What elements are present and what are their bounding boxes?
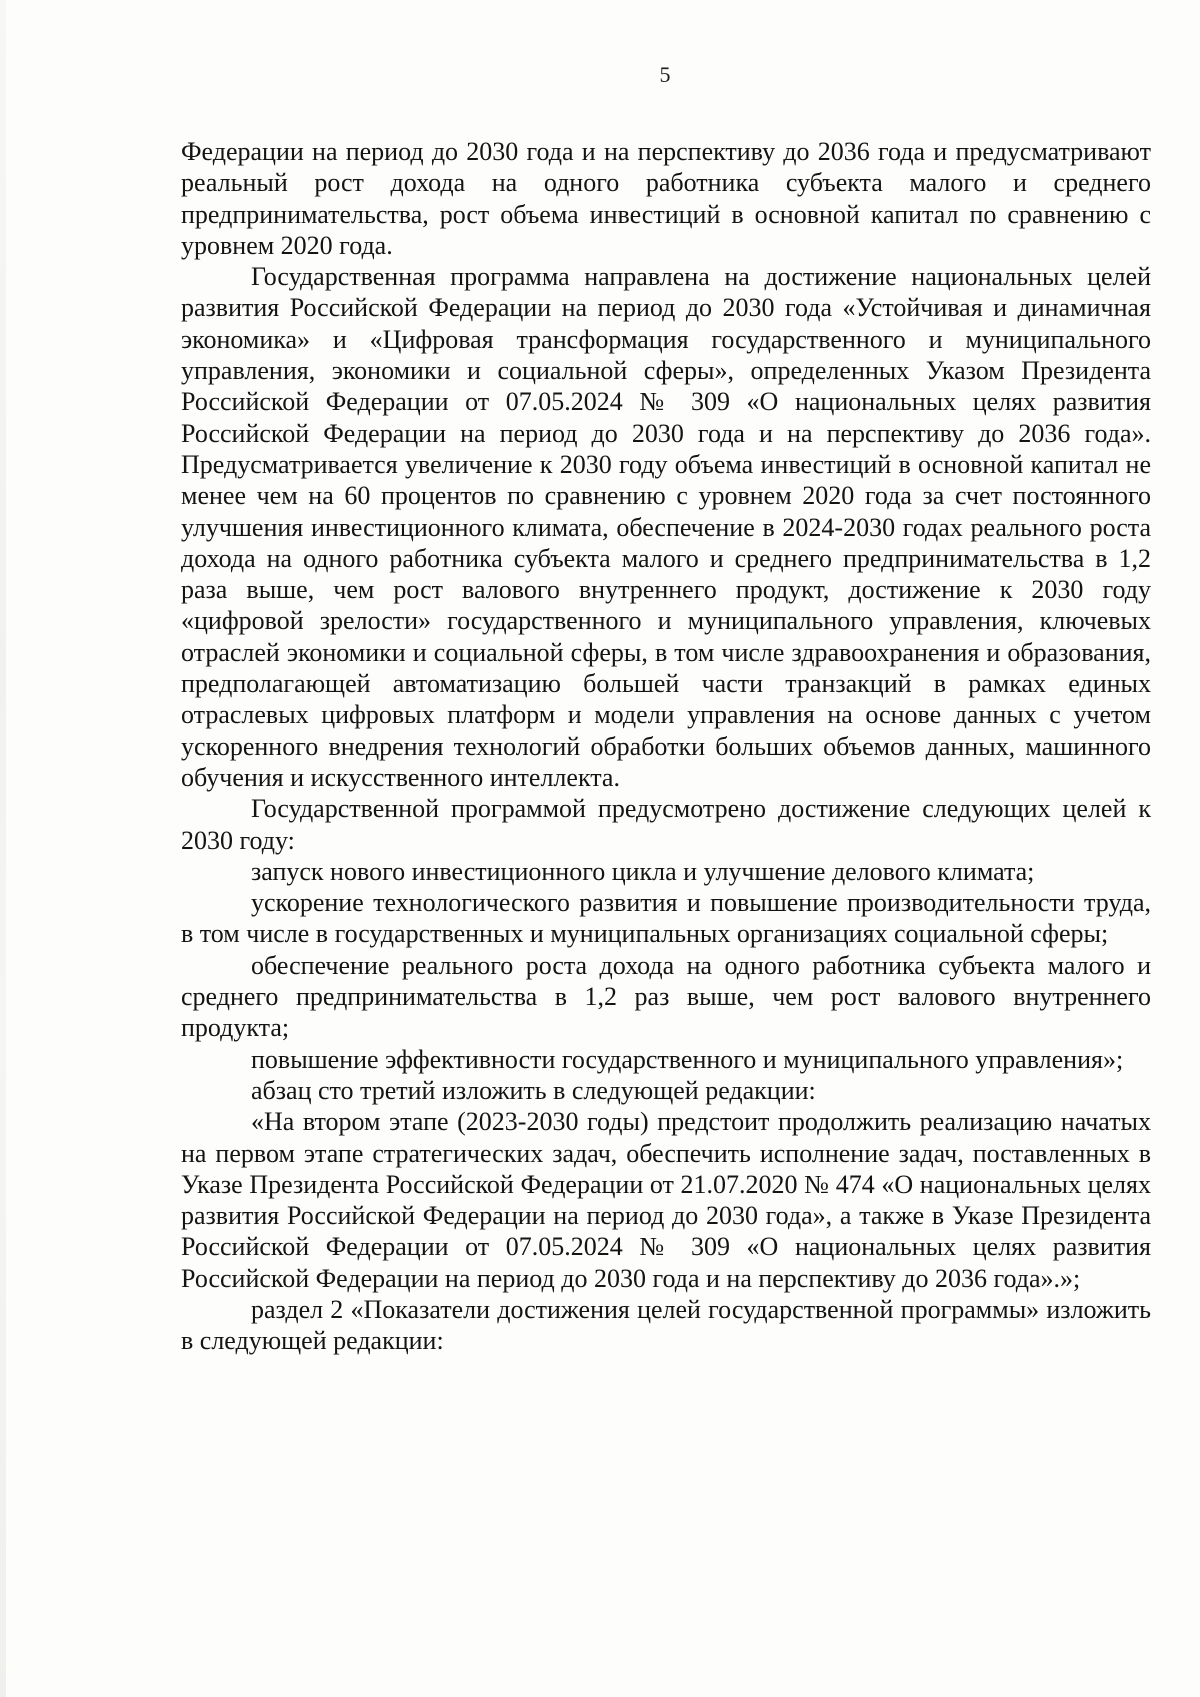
list-item-governance: повышение эффективности государственного и муниципального управления»; <box>251 1044 1124 1074</box>
paragraph-continuation: Федерации на период до 2030 года и на перспективу до 2036 года и предусматривают реальный рост дохода на одного работника субъекта малого и среднего предпринимательства, рост объема инвестиций в основной капитал по сравнению с уровнем 2020 года. <box>181 137 1151 260</box>
list-item-income: обеспечение реального роста дохода на одного работника субъекта малого и среднего предпринимательства в 1,2 раз выше, чем рост валового внутреннего продукта; <box>181 950 1151 1043</box>
paragraph-second-stage: «На втором этапе (2023-2030 годы) предстоит продолжить реализацию начатых на первом этапе стратегических задач, обеспечить исполнение задач, поставленных в Указе Президента Российской Федерации от 21.07.2020 № 474 «О национальных целях развития Российской Федерации на период до 2030 года», а также в Указе Президента Российской Федерации от 07.05.2024 № 309 «О национальных целях развития Российской Федерации на период до 2030 года и на перспективу до 2036 года».»; <box>181 1107 1151 1293</box>
scan-edge <box>0 0 6 1697</box>
paragraph-program-goals: Государственная программа направлена на достижение национальных целей развития Российской Федерации на период до 2030 года «Устойчивая и динамичная экономика» и «Цифровая трансформация государственного и муниципального управления, экономики и социальной сферы», определенных Указом Президента Российской Федерации от 07.05.2024 № 309 «О национальных целях развития Российской Федерации на период до 2030 года и на перспективу до 2036 года». Предусматривается увеличение к 2030 году объема инвестиций в основной капитал не менее чем на 60 процентов по сравнению с уровнем 2020 года за счет постоянного улучшения инвестиционного климата, обеспечение в 2024-2030 годах реального роста дохода на одного работника субъекта малого и среднего предпринимательства в 1,2 раза выше, чем рост валового внутреннего продукт, достижение к 2030 году «цифровой зрелости» государственного и муниципального управления, ключевых отраслей экономики и социальной сферы, в том числе здравоохранения и образования, предполагающей автоматизацию большей части транзакций в рамках единых отраслевых цифровых платформ и модели управления на основе данных с учетом ускоренного внедрения технологий обработки больших объемов данных, машинного обучения и искусственного интеллекта. <box>181 262 1151 792</box>
list-item-technology: ускорение технологического развития и повышение производительности труда, в том числе в государственных и муниципальных организациях социальной сферы; <box>181 888 1151 949</box>
list-item-investment: запуск нового инвестиционного цикла и улучшение делового климата; <box>251 856 1035 886</box>
paragraph-section-2: раздел 2 «Показатели достижения целей государственной программы» изложить в следующей редакции: <box>181 1294 1151 1356</box>
document-body <box>181 136 1151 1357</box>
paragraph-goals-intro: Государственной программой предусмотрено достижение следующих целей к 2030 году: <box>181 794 1151 855</box>
page-number: 5 <box>659 62 671 87</box>
paragraph-amendment-103: абзац сто третий изложить в следующей редакции: <box>251 1075 816 1105</box>
